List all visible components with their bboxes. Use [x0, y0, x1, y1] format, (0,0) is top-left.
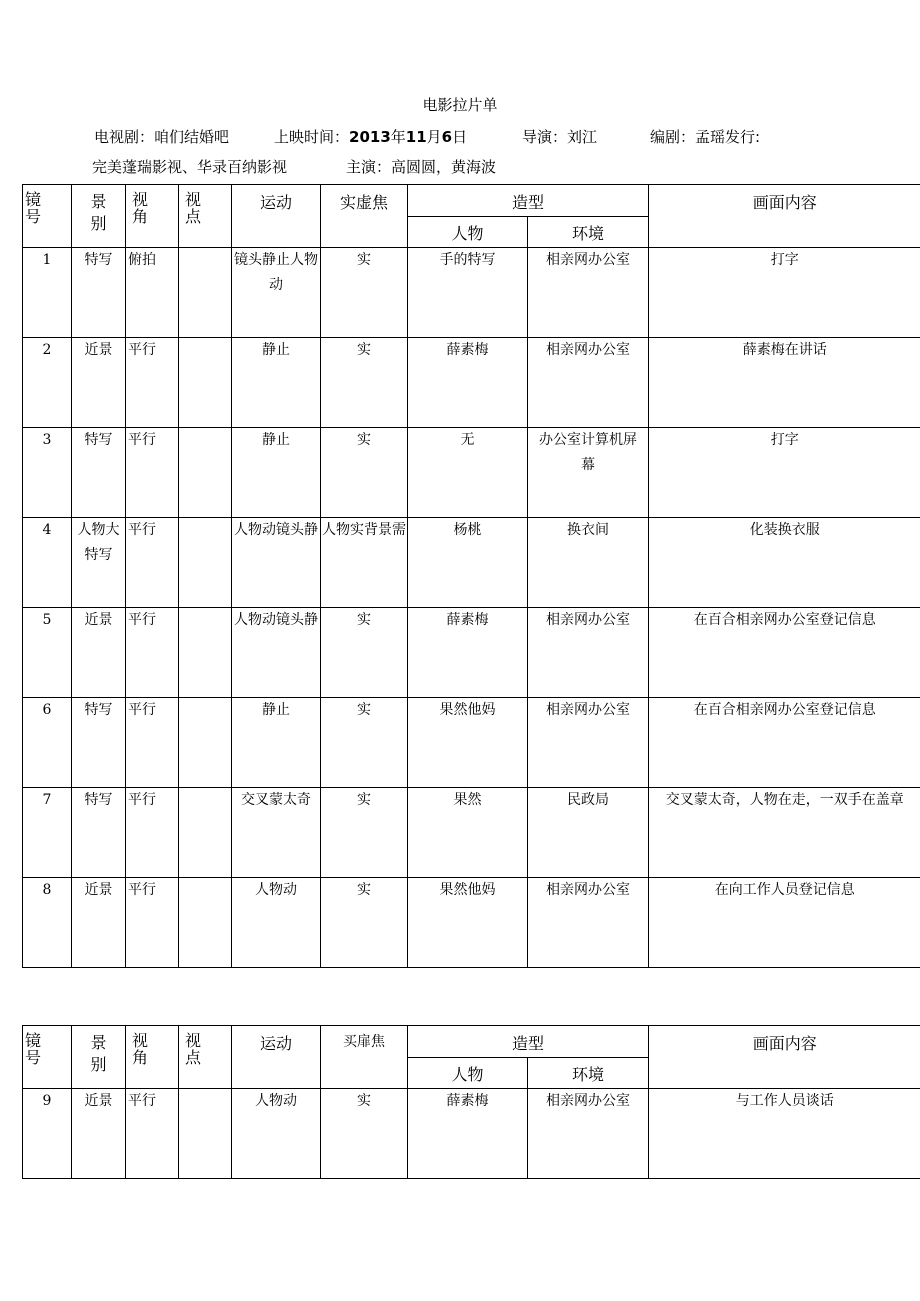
cell-shot-no-text: 7 — [42, 792, 52, 808]
cell-content-text: 在向工作人员登记信息 — [714, 882, 855, 898]
release-date-field — [274, 126, 467, 147]
cell-content-text: 在百合相亲网办公室登记信息 — [693, 702, 876, 718]
cell-angle-text: 平行 — [128, 792, 156, 808]
cast-label: 主演： — [346, 158, 392, 176]
cell-character-text: 手的特写 — [439, 252, 496, 268]
cell-shot-no-text: 5 — [42, 612, 52, 628]
release-month: 11 — [405, 128, 427, 146]
cell-angle-text: 平行 — [128, 432, 156, 448]
cell-environment — [528, 518, 649, 608]
cell-scale-text: 近景 — [84, 1093, 113, 1109]
cell-content-text: 打字 — [770, 252, 799, 268]
cell-character-text: 无 — [460, 432, 475, 448]
cell-character-text: 薛素梅 — [446, 612, 489, 628]
cell-character — [408, 698, 528, 788]
cell-scale — [72, 608, 126, 698]
cell-shot-no-text: 1 — [42, 252, 52, 268]
header-viewpoint: 视点 — [179, 1026, 232, 1089]
cell-focus-text: 实 — [357, 702, 371, 718]
cell-viewpoint — [179, 608, 232, 698]
header-character: 人物 — [408, 216, 528, 248]
table-row — [23, 698, 920, 788]
header-angle: 视角 — [126, 185, 179, 248]
table-row — [23, 248, 920, 338]
header-styling: 造型 — [408, 1026, 649, 1058]
cell-movement-text: 镜头静止人物动 — [234, 252, 318, 293]
cell-environment-text: 相亲网办公室 — [546, 342, 630, 358]
cell-focus-text: 实 — [357, 1093, 371, 1109]
cell-content-text: 化装换衣服 — [749, 522, 820, 538]
cast-field — [346, 156, 496, 177]
cell-content-text: 与工作人员谈话 — [735, 1093, 834, 1109]
cell-movement-text: 人物动 — [255, 1093, 297, 1109]
cell-focus — [321, 878, 408, 968]
table-row — [23, 428, 920, 518]
cell-focus-text: 实 — [357, 612, 371, 628]
cell-environment-text: 相亲网办公室 — [546, 702, 630, 718]
cell-focus — [321, 608, 408, 698]
header-scale: 景别 — [72, 1026, 126, 1089]
cell-environment — [528, 608, 649, 698]
header-row — [23, 1026, 920, 1058]
tv-series-value: 咱们结婚吧 — [154, 128, 230, 146]
director-field — [522, 126, 597, 147]
cell-environment — [528, 1089, 649, 1179]
cell-movement — [232, 878, 321, 968]
writer-label: 编剧： — [650, 128, 696, 146]
release-day: 6 — [441, 128, 453, 146]
cell-focus — [321, 428, 408, 518]
table-row — [23, 608, 920, 698]
cell-angle — [126, 608, 179, 698]
header-movement: 运动 — [232, 185, 321, 248]
cell-environment-text: 民政局 — [567, 792, 609, 808]
cell-character — [408, 788, 528, 878]
header-row — [23, 185, 920, 217]
cell-environment — [528, 878, 649, 968]
cell-content — [649, 878, 920, 968]
cell-character-text: 果然他妈 — [439, 702, 496, 718]
cell-shot-no — [23, 698, 72, 788]
cell-character-text: 薛素梅 — [446, 342, 489, 358]
cell-content — [649, 608, 920, 698]
cell-scale — [72, 248, 126, 338]
cell-shot-no-text: 6 — [42, 702, 52, 718]
cell-viewpoint — [179, 338, 232, 428]
cell-scale-text: 特写 — [84, 252, 113, 268]
header-shot-no: 镜号 — [23, 185, 72, 248]
cell-character — [408, 518, 528, 608]
cell-scale-text: 近景 — [84, 342, 113, 358]
cell-content — [649, 788, 920, 878]
cell-environment — [528, 248, 649, 338]
cell-movement-text: 静止 — [262, 432, 290, 448]
cell-scale-text: 近景 — [84, 612, 113, 628]
cell-angle — [126, 248, 179, 338]
header-shot-no: 镜号 — [23, 1026, 72, 1089]
cell-angle — [126, 698, 179, 788]
cell-movement — [232, 248, 321, 338]
cell-environment-text: 相亲网办公室 — [546, 612, 630, 628]
cell-shot-no-text: 3 — [42, 432, 52, 448]
cell-angle-text: 平行 — [128, 522, 156, 538]
cell-character — [408, 248, 528, 338]
table-row — [23, 878, 920, 968]
cell-content — [649, 338, 920, 428]
cell-environment — [528, 338, 649, 428]
cell-shot-no-text: 8 — [42, 882, 52, 898]
cell-shot-no — [23, 608, 72, 698]
cell-character-text: 果然 — [453, 792, 482, 808]
cell-shot-no-text: 9 — [42, 1093, 52, 1109]
cell-scale-text: 特写 — [84, 792, 113, 808]
cell-angle — [126, 428, 179, 518]
cell-angle — [126, 788, 179, 878]
cell-character — [408, 1089, 528, 1179]
cell-movement-text: 人物动镜头静 — [234, 612, 318, 628]
cell-movement — [232, 608, 321, 698]
cell-scale — [72, 1089, 126, 1179]
cell-focus-text: 人物实背景需 — [322, 522, 406, 538]
cell-shot-no — [23, 248, 72, 338]
cell-content — [649, 518, 920, 608]
cell-movement — [232, 788, 321, 878]
cell-environment-text: 相亲网办公室 — [546, 252, 630, 268]
publisher-label: 发行: — [725, 128, 761, 146]
release-label: 上映时间： — [274, 128, 350, 146]
cell-environment — [528, 698, 649, 788]
tv-series-field — [94, 126, 229, 147]
director-label: 导演： — [522, 128, 568, 146]
cell-content — [649, 1089, 920, 1179]
header-viewpoint: 视点 — [179, 185, 232, 248]
cell-angle-text: 平行 — [128, 612, 156, 628]
tv-series-label: 电视剧： — [94, 128, 155, 146]
header-scale: 景别 — [72, 185, 126, 248]
cell-viewpoint — [179, 518, 232, 608]
cell-scale — [72, 428, 126, 518]
cell-movement-text: 静止 — [262, 342, 290, 358]
cell-focus — [321, 518, 408, 608]
cell-environment-text: 相亲网办公室 — [546, 1093, 630, 1109]
header-focus: 买扉焦 — [321, 1026, 408, 1089]
cell-shot-no-text: 2 — [42, 342, 52, 358]
shot-table-2 — [22, 1025, 920, 1179]
table-row — [23, 788, 920, 878]
cell-movement-text: 人物动镜头静 — [234, 522, 318, 538]
cell-focus — [321, 698, 408, 788]
cell-focus — [321, 788, 408, 878]
release-day-unit: 日 — [452, 128, 468, 146]
cell-character — [408, 338, 528, 428]
cell-scale — [72, 878, 126, 968]
cell-scale — [72, 788, 126, 878]
header-content: 画面内容 — [649, 185, 920, 248]
cell-angle-text: 平行 — [128, 882, 156, 898]
cell-shot-no — [23, 788, 72, 878]
cell-character — [408, 608, 528, 698]
cell-viewpoint — [179, 428, 232, 518]
writer-field — [650, 126, 760, 147]
cell-movement-text: 交叉蒙太奇 — [241, 792, 311, 808]
cell-movement — [232, 698, 321, 788]
cell-shot-no — [23, 338, 72, 428]
cell-focus-text: 实 — [357, 432, 371, 448]
cell-angle — [126, 338, 179, 428]
cell-focus — [321, 1089, 408, 1179]
cell-scale-text: 近景 — [84, 882, 113, 898]
shot-table-1 — [22, 184, 920, 968]
table-row — [23, 1089, 920, 1179]
writer-value: 孟瑶 — [695, 128, 726, 146]
cell-angle — [126, 878, 179, 968]
cell-scale — [72, 518, 126, 608]
cell-viewpoint — [179, 1089, 232, 1179]
cell-movement — [232, 338, 321, 428]
cell-focus — [321, 338, 408, 428]
cell-content-text: 薛素梅在讲话 — [742, 342, 827, 358]
cell-viewpoint — [179, 698, 232, 788]
header-content: 画面内容 — [649, 1026, 920, 1089]
release-year: 2013 — [349, 128, 391, 146]
cell-shot-no — [23, 878, 72, 968]
cell-scale — [72, 338, 126, 428]
cell-environment — [528, 428, 649, 518]
cell-shot-no — [23, 518, 72, 608]
cell-environment-text: 换衣间 — [567, 522, 609, 538]
header-environment: 环境 — [528, 1057, 649, 1089]
cell-angle — [126, 518, 179, 608]
cell-focus-text: 实 — [357, 882, 371, 898]
cell-focus-text: 实 — [357, 342, 371, 358]
cell-movement — [232, 1089, 321, 1179]
header-styling: 造型 — [408, 185, 649, 217]
cell-shot-no-text: 4 — [42, 522, 52, 538]
director-value: 刘江 — [567, 128, 598, 146]
cell-angle-text: 平行 — [128, 702, 156, 718]
cell-angle — [126, 1089, 179, 1179]
cell-angle-text: 俯拍 — [128, 252, 156, 268]
cell-content-text: 在百合相亲网办公室登记信息 — [693, 612, 876, 628]
cell-movement — [232, 428, 321, 518]
cell-focus — [321, 248, 408, 338]
cell-content-text: 交叉蒙太奇，人物在走，一双手在盖章 — [665, 792, 904, 808]
cell-movement-text: 人物动 — [255, 882, 297, 898]
cell-content-text: 打字 — [770, 432, 799, 448]
cell-character — [408, 428, 528, 518]
header-environment: 环境 — [528, 216, 649, 248]
release-month-unit: 月 — [426, 128, 442, 146]
cell-focus-text: 实 — [357, 252, 371, 268]
cell-shot-no — [23, 1089, 72, 1179]
table-row — [23, 338, 920, 428]
cell-character — [408, 878, 528, 968]
cell-shot-no — [23, 428, 72, 518]
header-angle: 视角 — [126, 1026, 179, 1089]
header-movement: 运动 — [232, 1026, 321, 1089]
cell-character-text: 果然他妈 — [439, 882, 496, 898]
cell-content — [649, 698, 920, 788]
publisher-value: 完美蓬瑞影视、华录百纳影视 — [92, 158, 288, 176]
cell-angle-text: 平行 — [128, 1093, 156, 1109]
cell-movement-text: 静止 — [262, 702, 290, 718]
cell-content — [649, 248, 920, 338]
cell-environment-text: 办公室计算机屏幕 — [539, 432, 637, 473]
header-character: 人物 — [408, 1057, 528, 1089]
cell-environment-text: 相亲网办公室 — [546, 882, 630, 898]
release-year-unit: 年 — [390, 128, 406, 146]
table-row — [23, 518, 920, 608]
cell-viewpoint — [179, 878, 232, 968]
cell-angle-text: 平行 — [128, 342, 156, 358]
cell-focus-text: 实 — [357, 792, 371, 808]
cell-movement — [232, 518, 321, 608]
cell-scale-text: 特写 — [84, 432, 113, 448]
cell-viewpoint — [179, 248, 232, 338]
cell-character-text: 杨桃 — [453, 522, 482, 538]
header-focus: 实虚焦 — [321, 185, 408, 248]
cell-scale-text: 人物大特写 — [77, 522, 120, 563]
cast-value: 高圆圆，黄海波 — [391, 158, 497, 176]
page-title: 电影拉片单 — [422, 96, 498, 114]
cell-viewpoint — [179, 788, 232, 878]
cell-scale-text: 特写 — [84, 702, 113, 718]
cell-environment — [528, 788, 649, 878]
cell-content — [649, 428, 920, 518]
cell-character-text: 薛素梅 — [446, 1093, 489, 1109]
cell-scale — [72, 698, 126, 788]
